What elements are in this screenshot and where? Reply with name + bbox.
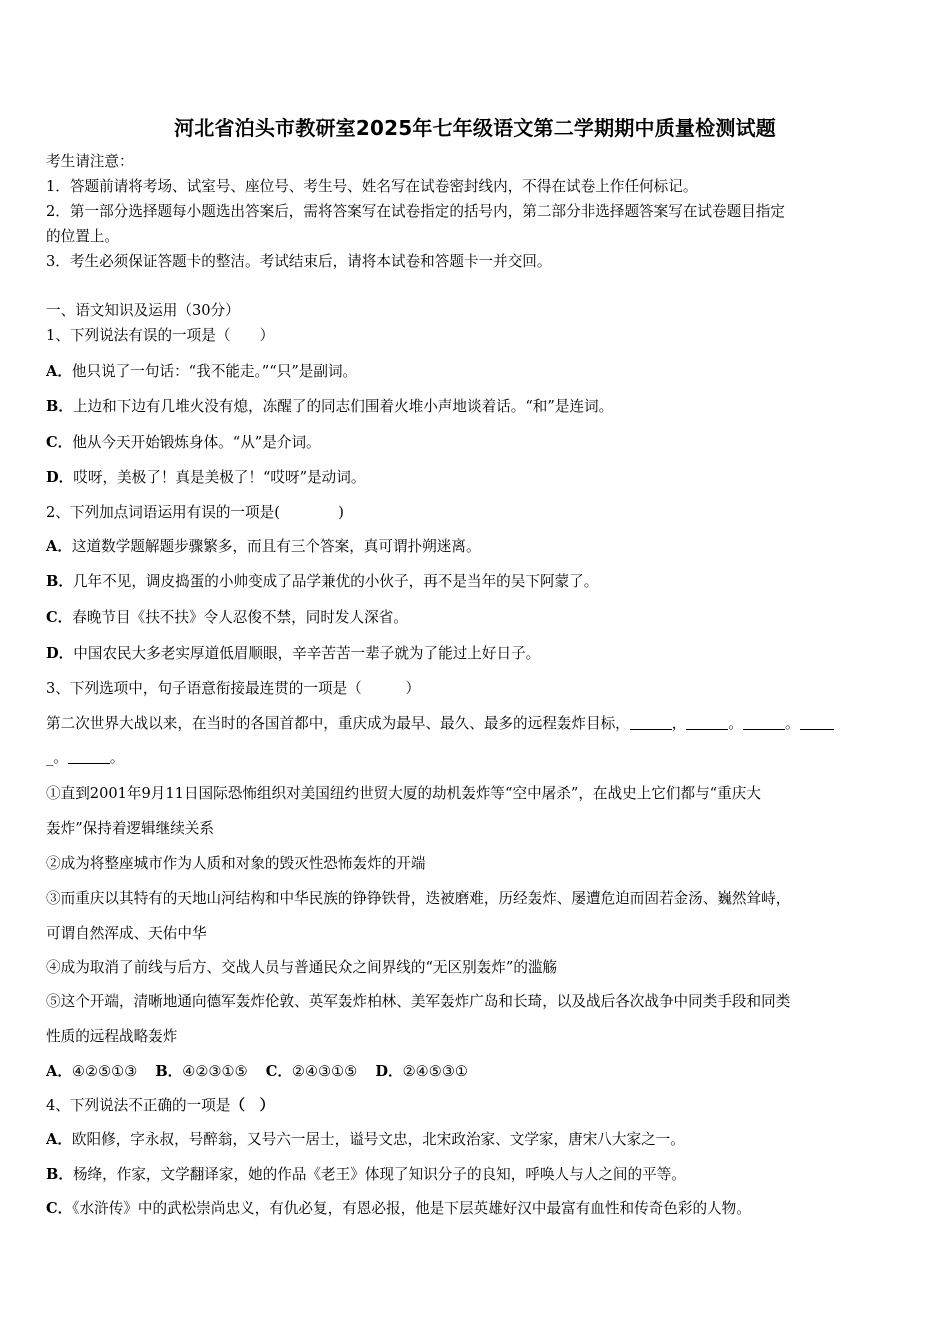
punctuation: 。 [728,715,743,732]
option-text: 他只说了一句话：“我不能走。”“只”是副词。 [71,363,358,380]
option-a [46,362,906,382]
option-text: ④②③①⑤ [182,1063,248,1080]
notice-heading: 考生请注意： [46,153,134,170]
option-b [46,397,906,417]
option-label: B． [46,1166,73,1183]
sentence-item: ④成为取消了前线与后方、交战人员与普通民众之间界线的“无区别轰炸”的滥觞 [46,959,558,976]
question-stem: 1、下列说法有误的一项是（ ） [46,327,275,344]
option-label: C． [265,1063,292,1080]
passage-line [46,748,906,768]
option-label: B． [46,573,73,590]
option-label: A． [46,1063,72,1080]
passage-line [46,714,906,734]
answer-blank [630,715,672,730]
option-c [46,1199,906,1219]
notice-item: 的位置上。 [46,228,119,245]
option-text: 上边和下边有几堆火没有熄，冻醒了的同志们围着火堆小声地谈着话。“和”是连词。 [72,398,614,415]
option-text: 他从今天开始锻炼身体。“从”是介词。 [72,434,321,451]
option-label: D． [46,469,74,486]
sentence-item: ②成为将整座城市作为人质和对象的毁灭性恐怖轰炸的开端 [46,855,426,872]
option-text: 这道数学题解题步骤繁多，而且有三个答案，真可谓扑朔迷离。 [71,538,481,555]
option-a [46,1130,906,1150]
option-b [46,572,906,592]
punctuation: 。 [784,715,800,732]
answer-options [46,1062,906,1082]
question-stem: 2、下列加点词语运用有误的一项是( ) [46,504,344,521]
question-text: 4、下列说法不正确的一项是 [46,1097,231,1114]
option-label: B． [46,398,73,415]
answer-blank [686,715,728,730]
option-text: 杨绛，作家，文学翻译家，她的作品《老王》体现了知识分子的良知，呼唤人与人之间的平等。 [72,1166,686,1183]
question-stem: 3、下列选项中，句子语意衔接最连贯的一项是（ ） [46,680,421,697]
notice-item: 3．考生必须保证答题卡的整洁。考试结束后，请将本试卷和答题卡一并交回。 [46,253,552,270]
option-text: ④②⑤①③ [71,1063,138,1080]
notice-item: 2．第一部分选择题每小题选出答案后，需将答案写在试卷指定的括号内，第二部分非选择题答案写在试卷题目指定 [46,203,785,220]
option-label: A． [46,363,72,380]
option-a [46,537,906,557]
option-text: 欧阳修，字永叔，号醉翁，又号六一居士，谥号文忠，北宋政治家、文学家，唐宋八大家之一。 [71,1131,685,1148]
option-text: ②④⑤③① [402,1063,469,1080]
passage-text: 第二次世界大战以来，在当时的各国首都中，重庆成为最早、最久、最多的远程轰炸目标， [46,715,630,732]
answer-paren: （ ） [230,1097,275,1114]
option-text: 几年不见，调皮捣蛋的小帅变成了品学兼优的小伙子，再不是当年的吴下阿蒙了。 [72,573,599,590]
punctuation: 。 [53,749,68,766]
option-label: C． [46,434,73,451]
sentence-item: ③而重庆以其特有的天地山河结构和中华民族的铮铮铁骨，迭被磨难，历经轰炸、屡遭危迫而固若金汤、巍然耸峙， [46,890,791,907]
section-heading: 一、语文知识及运用（30分） [46,302,240,319]
option-text: 春晚节目《扶不扶》令人忍俊不禁，同时发人深省。 [72,609,408,626]
option-c [46,608,906,628]
sentence-item: 性质的远程战略轰炸 [46,1028,178,1045]
answer-blank [68,749,110,764]
option-d [46,644,906,664]
sentence-item: ⑤这个开端，清晰地通向德军轰炸伦敦、英军轰炸柏林、美军轰炸广岛和长琦，以及战后各次战争中同类手段和同类 [46,993,791,1010]
exam-title: 河北省泊头市教研室2025年七年级语文第二学期期中质量检测试题 [174,116,776,140]
notice-item: 1．答题前请将考场、试室号、座位号、考生号、姓名写在试卷密封线内，不得在试卷上作任何标记。 [46,178,698,195]
answer-blank [800,715,834,730]
question-stem [46,1096,906,1116]
sentence-item: 轰炸”保持着逻辑继续关系 [46,820,214,837]
option-label: A． [46,1131,72,1148]
option-label: D． [46,645,74,662]
option-text: 中国农民大多老实厚道低眉顺眼，辛辛苦苦一辈子就为了能过上好日子。 [73,645,541,662]
option-c [46,433,906,453]
option-label: C． [46,609,73,626]
blank-tail: _ [46,749,54,766]
sentence-item: ①直到2001年9月11日国际恐怖组织对美国纽约世贸大厦的劫机轰炸等“空中屠杀”，在战史上它们都与“重庆大 [46,785,761,802]
answer-blank [743,715,785,730]
option-text: ②④③①⑤ [291,1063,358,1080]
option-b [46,1165,906,1185]
option-label: D． [375,1063,403,1080]
punctuation: ， [671,715,687,732]
option-text: 哎呀，美极了！真是美极了！“哎呀”是动词。 [73,469,366,486]
punctuation: 。 [109,749,125,766]
option-label: A． [46,538,72,555]
option-label: B． [155,1063,183,1080]
option-d [46,468,906,488]
sentence-item: 可谓自然浑成、天佑中华 [46,925,207,942]
option-label: C． [46,1200,73,1217]
option-text: 《水浒传》中的武松崇尚忠义，有仇必复，有恩必报，他是下层英雄好汉中最富有血性和传奇色彩的人物。 [72,1200,751,1217]
